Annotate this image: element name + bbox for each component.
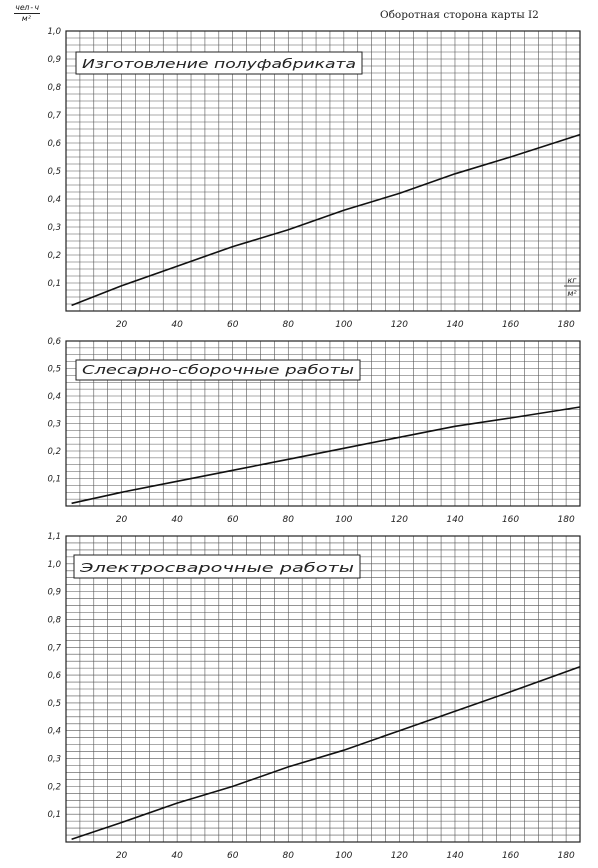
y-tick-label: 1,0: [47, 27, 61, 37]
x-tick-label: 140: [446, 515, 464, 525]
x-tick-label: 120: [390, 515, 408, 525]
x-tick-label: 40: [171, 320, 183, 330]
chart-title: Слесарно-сборочные работы: [82, 363, 354, 377]
x-tick-label: 160: [501, 851, 520, 861]
y-tick-label: 0,1: [47, 279, 61, 289]
y-tick-label: 0,6: [47, 337, 61, 347]
y-tick-label: 0,6: [47, 139, 61, 149]
x-tick-label: 40: [171, 515, 183, 525]
y-tick-label: 0,5: [47, 167, 61, 177]
y-tick-label: 0,4: [47, 726, 61, 737]
x-tick-label: 60: [226, 515, 239, 525]
x-tick-label: 180: [557, 515, 575, 525]
x-tick-label: 40: [171, 851, 183, 861]
chart-3: [47, 532, 580, 861]
y-tick-label: 0,3: [47, 223, 61, 233]
chart-title: Электросварочные работы: [78, 561, 354, 575]
x-tick-label: 60: [226, 320, 239, 330]
grid: [66, 536, 580, 842]
x-tick-label: 80: [282, 320, 294, 330]
chart-title: Изготовление полуфабриката: [82, 57, 356, 71]
y-tick-label: 0,8: [47, 615, 61, 626]
x-tick-label: 20: [115, 320, 128, 330]
series-line: [72, 667, 580, 840]
series-line: [72, 407, 580, 503]
x-tick-label: 180: [557, 851, 575, 861]
y-tick-label: 0,3: [47, 419, 61, 430]
x-tick-label: 140: [446, 320, 464, 330]
x-tick-label: 160: [501, 515, 520, 525]
y-tick-label: 0,7: [47, 111, 61, 121]
y-tick-label: 0,5: [47, 698, 61, 709]
chart-1: [47, 27, 580, 330]
x-tick-label: 180: [557, 320, 575, 330]
page-title: Оборотная сторона карты I2: [380, 9, 539, 21]
y-tick-label: 0,1: [47, 810, 61, 821]
y-tick-label: 1,1: [47, 532, 61, 542]
x-tick-label: 120: [390, 320, 408, 330]
y-unit-denominator: м²: [22, 14, 32, 23]
y-tick-label: 0,9: [47, 587, 61, 598]
x-tick-label: 20: [115, 515, 128, 525]
y-tick-label: 0,4: [47, 195, 61, 205]
x-tick-label: 160: [501, 320, 520, 330]
x-tick-label: 60: [226, 851, 239, 861]
y-unit-numerator: чел-ч: [15, 3, 40, 12]
x-tick-label: 100: [335, 851, 353, 861]
y-tick-label: 0,7: [47, 643, 61, 654]
x-tick-label: 120: [390, 851, 408, 861]
x-unit-numerator: кг: [567, 276, 577, 285]
chart-2: [47, 337, 580, 525]
y-tick-label: 0,1: [47, 474, 61, 485]
x-tick-label: 80: [282, 851, 294, 861]
x-tick-label: 100: [335, 515, 353, 525]
x-tick-label: 20: [115, 851, 128, 861]
y-tick-label: 0,2: [47, 251, 61, 261]
y-tick-label: 0,3: [47, 754, 61, 765]
y-tick-label: 0,4: [47, 392, 61, 402]
y-tick-label: 0,8: [47, 83, 61, 93]
x-tick-label: 100: [335, 320, 353, 330]
y-tick-label: 0,6: [47, 671, 61, 682]
y-tick-label: 1,0: [47, 559, 61, 570]
y-tick-label: 0,2: [47, 447, 61, 457]
x-tick-label: 140: [446, 851, 464, 861]
y-tick-label: 0,5: [47, 364, 61, 375]
y-tick-label: 0,2: [47, 782, 61, 793]
x-tick-label: 80: [282, 515, 294, 525]
y-tick-label: 0,9: [47, 55, 61, 65]
x-unit-denominator: м²: [567, 289, 577, 298]
